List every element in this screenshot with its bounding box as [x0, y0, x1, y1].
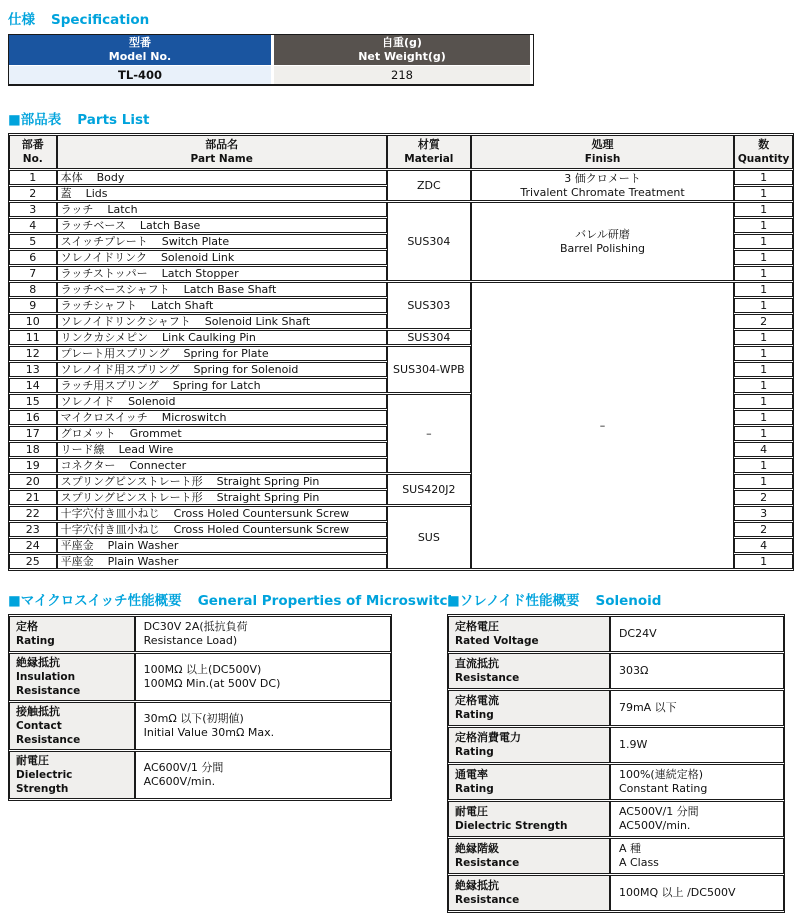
solenoid-value-line1: DC24V — [618, 627, 657, 640]
part-name — [57, 506, 387, 521]
solenoid-label-jp: 定格電流 — [455, 694, 499, 707]
part-name — [57, 538, 387, 553]
microswitch-label — [9, 653, 135, 701]
solenoid-value — [610, 801, 784, 837]
microswitch-label-jp: 耐電圧 — [16, 754, 49, 767]
model-no-value: TL-400 — [9, 66, 271, 84]
part-qty: 1 — [734, 202, 793, 217]
part-name — [57, 218, 387, 233]
microswitch-title-en: General Properties of Microswitch — [197, 593, 458, 609]
solenoid-label-jp: 直流抵抗 — [455, 657, 499, 670]
part-qty: 1 — [734, 218, 793, 233]
material-cell: SUS303 — [387, 282, 471, 329]
part-name-jp: スプリングピンストレート形 — [60, 475, 203, 488]
part-no: 9 — [9, 298, 57, 313]
solenoid-section — [447, 593, 785, 913]
material-cell: SUS304 — [387, 330, 471, 345]
part-no: 5 — [9, 234, 57, 249]
part-no: 17 — [9, 426, 57, 441]
solenoid-label-jp: 定格電圧 — [455, 620, 499, 633]
part-qty: 1 — [734, 298, 793, 313]
solenoid-section-title — [447, 593, 785, 610]
part-name — [57, 378, 387, 393]
part-no: 19 — [9, 458, 57, 473]
finish-jp: 3 価クロメート — [564, 171, 641, 185]
microswitch-value — [135, 751, 391, 799]
spec-title-jp: 仕様 — [8, 12, 35, 28]
parts-row-3 — [9, 202, 793, 217]
parts-row-1 — [9, 170, 793, 185]
part-name-jp: ソレノイド用スプリング — [60, 363, 180, 376]
part-no: 7 — [9, 266, 57, 281]
parts-title-en: Parts List — [77, 112, 150, 128]
material-cell: – — [387, 394, 471, 473]
microswitch-row-4 — [9, 751, 391, 799]
net-weight-header-jp: 自重(g) — [382, 36, 422, 49]
part-name-en: Solenoid — [128, 395, 176, 408]
part-no: 18 — [9, 442, 57, 457]
part-no: 13 — [9, 362, 57, 377]
part-name-en: Grommet — [129, 427, 182, 440]
part-name-en: Latch Stopper — [161, 267, 239, 280]
part-name-jp: スイッチプレート — [60, 235, 148, 248]
microswitch-value-line1: AC600V/1 分間 — [143, 761, 224, 774]
solenoid-row-4 — [448, 727, 784, 763]
solenoid-value-line1: 303Ω — [618, 664, 649, 677]
part-name — [57, 330, 387, 345]
finish-cell — [471, 202, 734, 281]
part-name — [57, 250, 387, 265]
part-name-en: Plain Washer — [107, 555, 179, 568]
finish-jp: バレル研磨 — [575, 227, 630, 241]
solenoid-title-en: Solenoid — [595, 593, 662, 609]
part-name-en: Body — [96, 171, 125, 184]
solenoid-value-line1: A 種 — [618, 842, 641, 855]
col-header-finish: 処理 Finish — [471, 135, 734, 169]
part-no: 14 — [9, 378, 57, 393]
microswitch-label-en: Dielectric Strength — [16, 769, 73, 795]
part-qty: 4 — [734, 538, 793, 553]
part-name-en: Latch Base Shaft — [183, 283, 277, 296]
parts-table — [8, 133, 794, 571]
part-name-jp: プレート用スプリング — [60, 347, 170, 360]
part-name — [57, 234, 387, 249]
solenoid-row-8 — [448, 875, 784, 911]
solenoid-value — [610, 727, 784, 763]
material-cell: SUS — [387, 506, 471, 569]
microswitch-value-line1: DC30V 2A(抵抗負荷 — [143, 620, 248, 633]
microswitch-row-1 — [9, 616, 391, 652]
part-name-en: Latch — [107, 203, 138, 216]
solenoid-row-5 — [448, 764, 784, 800]
microswitch-value — [135, 702, 391, 750]
part-qty: 2 — [734, 522, 793, 537]
part-no: 15 — [9, 394, 57, 409]
solenoid-value-line1: 100%(連続定格) — [618, 768, 703, 781]
microswitch-label-en: Contact Resistance — [16, 720, 81, 746]
part-name — [57, 298, 387, 313]
part-name-jp: ソレノイドリンク — [60, 251, 147, 264]
part-name-en: Straight Spring Pin — [216, 491, 320, 504]
solenoid-label-jp: 定格消費電力 — [455, 731, 521, 744]
part-qty: 1 — [734, 250, 793, 265]
part-name-en: Lead Wire — [118, 443, 174, 456]
part-name — [57, 474, 387, 489]
part-name — [57, 282, 387, 297]
part-no: 1 — [9, 170, 57, 185]
finish-en: Barrel Polishing — [560, 241, 646, 255]
part-name-en: Spring for Latch — [172, 379, 261, 392]
microswitch-label-jp: 定格 — [16, 620, 38, 633]
solenoid-value-line1: 100MQ 以上 /DC500V — [618, 886, 736, 899]
part-name-jp: マイクロスイッチ — [60, 411, 148, 424]
part-name-jp: スプリングピンストレート形 — [60, 491, 203, 504]
col-header-part-name: 部品名 Part Name — [57, 135, 387, 169]
spec-col-weight — [274, 35, 530, 84]
microswitch-row-2 — [9, 653, 391, 701]
part-name — [57, 266, 387, 281]
part-name-en: Solenoid Link — [160, 251, 235, 264]
part-qty: 1 — [734, 378, 793, 393]
part-qty: 1 — [734, 426, 793, 441]
solenoid-row-1 — [448, 616, 784, 652]
solenoid-label-en: Rating — [455, 783, 494, 795]
material-cell: ZDC — [387, 170, 471, 201]
part-name — [57, 362, 387, 377]
part-name-jp: ラッチベースシャフト — [60, 283, 170, 296]
part-qty: 1 — [734, 458, 793, 473]
finish-jp: – — [599, 418, 606, 432]
solenoid-value — [610, 653, 784, 689]
part-name-jp: 十字穴付き皿小ねじ — [60, 507, 160, 520]
part-qty: 1 — [734, 282, 793, 297]
microswitch-label — [9, 702, 135, 750]
parts-header-row — [9, 135, 793, 169]
net-weight-value: 218 — [274, 66, 530, 84]
solenoid-value — [610, 875, 784, 911]
solenoid-label-en: Rated Voltage — [455, 635, 539, 647]
part-qty: 4 — [734, 442, 793, 457]
part-qty: 1 — [734, 234, 793, 249]
microswitch-value-line2: 100MΩ Min.(at 500V DC) — [143, 677, 281, 690]
part-name-jp: 蓋 — [60, 187, 72, 200]
part-no: 12 — [9, 346, 57, 361]
part-name-en: Latch Shaft — [150, 299, 214, 312]
solenoid-table — [447, 614, 785, 913]
part-name-jp: ラッチ用スプリング — [60, 379, 159, 392]
microswitch-value-line2: AC600V/min. — [143, 775, 216, 788]
part-no: 23 — [9, 522, 57, 537]
spec-title-en: Specification — [51, 12, 150, 28]
solenoid-title-jp: ■ソレノイド性能概要 — [447, 593, 580, 609]
part-name-en: Solenoid Link Shaft — [204, 315, 311, 328]
material-cell: SUS420J2 — [387, 474, 471, 505]
part-no: 11 — [9, 330, 57, 345]
microswitch-label-jp: 絶縁抵抗 — [16, 656, 60, 669]
microswitch-label-jp: 接触抵抗 — [16, 705, 60, 718]
part-name — [57, 442, 387, 457]
model-no-header-jp: 型番 — [129, 36, 151, 49]
solenoid-label-jp: 通電率 — [455, 768, 488, 781]
part-no: 16 — [9, 410, 57, 425]
part-name-jp: ラッチシャフト — [60, 299, 137, 312]
solenoid-value — [610, 616, 784, 652]
parts-section-title — [8, 112, 792, 129]
part-name-en: Cross Holed Countersunk Screw — [173, 507, 350, 520]
part-name-jp: 平座金 — [60, 539, 94, 552]
part-name-en: Microswitch — [161, 411, 227, 424]
model-no-header — [9, 35, 271, 65]
part-name-en: Spring for Plate — [183, 347, 269, 360]
part-name-jp: ラッチベース — [60, 219, 126, 232]
parts-row-8 — [9, 282, 793, 297]
part-no: 25 — [9, 554, 57, 569]
part-name-jp: ソレノイド — [60, 395, 115, 408]
solenoid-value-line1: 1.9W — [618, 738, 648, 751]
solenoid-label-jp: 耐電圧 — [455, 805, 488, 818]
solenoid-value-line2: A Class — [618, 856, 659, 869]
microswitch-table — [8, 614, 392, 801]
part-name — [57, 186, 387, 201]
solenoid-value-line1: AC500V/1 分間 — [618, 805, 699, 818]
part-qty: 1 — [734, 394, 793, 409]
part-qty: 1 — [734, 346, 793, 361]
part-name — [57, 522, 387, 537]
microswitch-title-jp: ■マイクロスイッチ性能概要 — [8, 593, 182, 609]
part-name — [57, 314, 387, 329]
part-name-en: Plain Washer — [107, 539, 179, 552]
part-name — [57, 458, 387, 473]
solenoid-label-jp: 絶縁抵抗 — [455, 879, 499, 892]
part-name — [57, 346, 387, 361]
solenoid-label — [448, 653, 610, 689]
model-no-header-en: Model No. — [108, 50, 172, 63]
bottom-section — [8, 593, 792, 913]
part-name — [57, 554, 387, 569]
solenoid-label-en: Rating — [455, 746, 494, 758]
solenoid-label — [448, 727, 610, 763]
solenoid-label-en: Resistance — [455, 894, 520, 906]
microswitch-section-title — [8, 593, 458, 610]
part-no: 6 — [9, 250, 57, 265]
part-no: 3 — [9, 202, 57, 217]
part-name — [57, 426, 387, 441]
part-no: 24 — [9, 538, 57, 553]
part-no: 8 — [9, 282, 57, 297]
finish-cell — [471, 282, 734, 569]
microswitch-row-3 — [9, 702, 391, 750]
part-name — [57, 490, 387, 505]
solenoid-row-2 — [448, 653, 784, 689]
part-name-jp: リード線 — [60, 443, 105, 456]
part-qty: 2 — [734, 490, 793, 505]
part-name — [57, 170, 387, 185]
microswitch-value — [135, 653, 391, 701]
solenoid-label-jp: 絶縁階級 — [455, 842, 499, 855]
part-name-jp: ラッチ — [60, 203, 94, 216]
part-name — [57, 410, 387, 425]
net-weight-header-en: Net Weight(g) — [358, 50, 446, 63]
part-name-jp: 本体 — [60, 171, 83, 184]
part-qty: 2 — [734, 314, 793, 329]
part-qty: 1 — [734, 362, 793, 377]
microswitch-label-en: Insulation Resistance — [16, 671, 81, 697]
part-name — [57, 202, 387, 217]
spec-col-model — [9, 35, 271, 84]
solenoid-value-line2: Constant Rating — [618, 782, 708, 795]
part-name-jp: 十字穴付き皿小ねじ — [60, 523, 160, 536]
solenoid-row-3 — [448, 690, 784, 726]
part-qty: 1 — [734, 554, 793, 569]
part-qty: 1 — [734, 410, 793, 425]
part-no: 22 — [9, 506, 57, 521]
microswitch-value-line1: 30mΩ 以下(初期値) — [143, 712, 244, 725]
part-name-jp: グロメット — [60, 427, 116, 440]
solenoid-label — [448, 690, 610, 726]
part-qty: 1 — [734, 170, 793, 185]
part-no: 10 — [9, 314, 57, 329]
part-name-jp: ソレノイドリンクシャフト — [60, 315, 191, 328]
part-name-en: Link Caulking Pin — [162, 331, 256, 344]
solenoid-row-6 — [448, 801, 784, 837]
finish-en: Trivalent Chromate Treatment — [520, 185, 685, 199]
microswitch-value-line2: Resistance Load) — [143, 634, 238, 647]
material-cell: SUS304-WPB — [387, 346, 471, 393]
solenoid-label — [448, 616, 610, 652]
microswitch-label — [9, 616, 135, 652]
col-header-quantity: 数 Quantity — [734, 135, 793, 169]
spec-section-title — [8, 12, 792, 29]
solenoid-label-en: Rating — [455, 709, 494, 721]
solenoid-value — [610, 690, 784, 726]
col-header-material: 材質 Material — [387, 135, 471, 169]
net-weight-header — [274, 35, 530, 65]
microswitch-section — [8, 593, 458, 801]
microswitch-value — [135, 616, 391, 652]
solenoid-label — [448, 838, 610, 874]
col-header-no: 部番 No. — [9, 135, 57, 169]
part-qty: 1 — [734, 330, 793, 345]
part-name-en: Cross Holed Countersunk Screw — [173, 523, 350, 536]
microswitch-value-line1: 100MΩ 以上(DC500V) — [143, 663, 262, 676]
solenoid-value-line2: AC500V/min. — [618, 819, 691, 832]
solenoid-value-line1: 79mA 以下 — [618, 701, 677, 714]
microswitch-value-line2: Initial Value 30mΩ Max. — [143, 726, 275, 739]
part-no: 20 — [9, 474, 57, 489]
solenoid-label-en: Dielectric Strength — [455, 820, 568, 832]
part-no: 2 — [9, 186, 57, 201]
spec-table — [8, 34, 534, 86]
part-qty: 1 — [734, 186, 793, 201]
part-no: 4 — [9, 218, 57, 233]
part-qty: 1 — [734, 474, 793, 489]
solenoid-row-7 — [448, 838, 784, 874]
solenoid-label — [448, 801, 610, 837]
microswitch-label-en: Rating — [16, 635, 55, 647]
part-name — [57, 394, 387, 409]
part-qty: 1 — [734, 266, 793, 281]
solenoid-label-en: Resistance — [455, 857, 520, 869]
part-name-en: Switch Plate — [161, 235, 230, 248]
part-name-en: Connecter — [129, 459, 187, 472]
part-no: 21 — [9, 490, 57, 505]
part-name-en: Latch Base — [139, 219, 201, 232]
material-cell: SUS304 — [387, 202, 471, 281]
part-name-jp: コネクター — [60, 459, 116, 472]
part-name-en: Straight Spring Pin — [216, 475, 320, 488]
finish-cell — [471, 170, 734, 201]
microswitch-label — [9, 751, 135, 799]
part-qty: 3 — [734, 506, 793, 521]
parts-title-jp: ■部品表 — [8, 112, 62, 128]
solenoid-label-en: Resistance — [455, 672, 520, 684]
solenoid-value — [610, 838, 784, 874]
part-name-jp: リンクカシメピン — [60, 331, 149, 344]
part-name-en: Lids — [85, 187, 108, 200]
solenoid-value — [610, 764, 784, 800]
part-name-jp: 平座金 — [60, 555, 94, 568]
solenoid-label — [448, 764, 610, 800]
part-name-en: Spring for Solenoid — [193, 363, 299, 376]
solenoid-label — [448, 875, 610, 911]
part-name-jp: ラッチストッパー — [60, 267, 148, 280]
